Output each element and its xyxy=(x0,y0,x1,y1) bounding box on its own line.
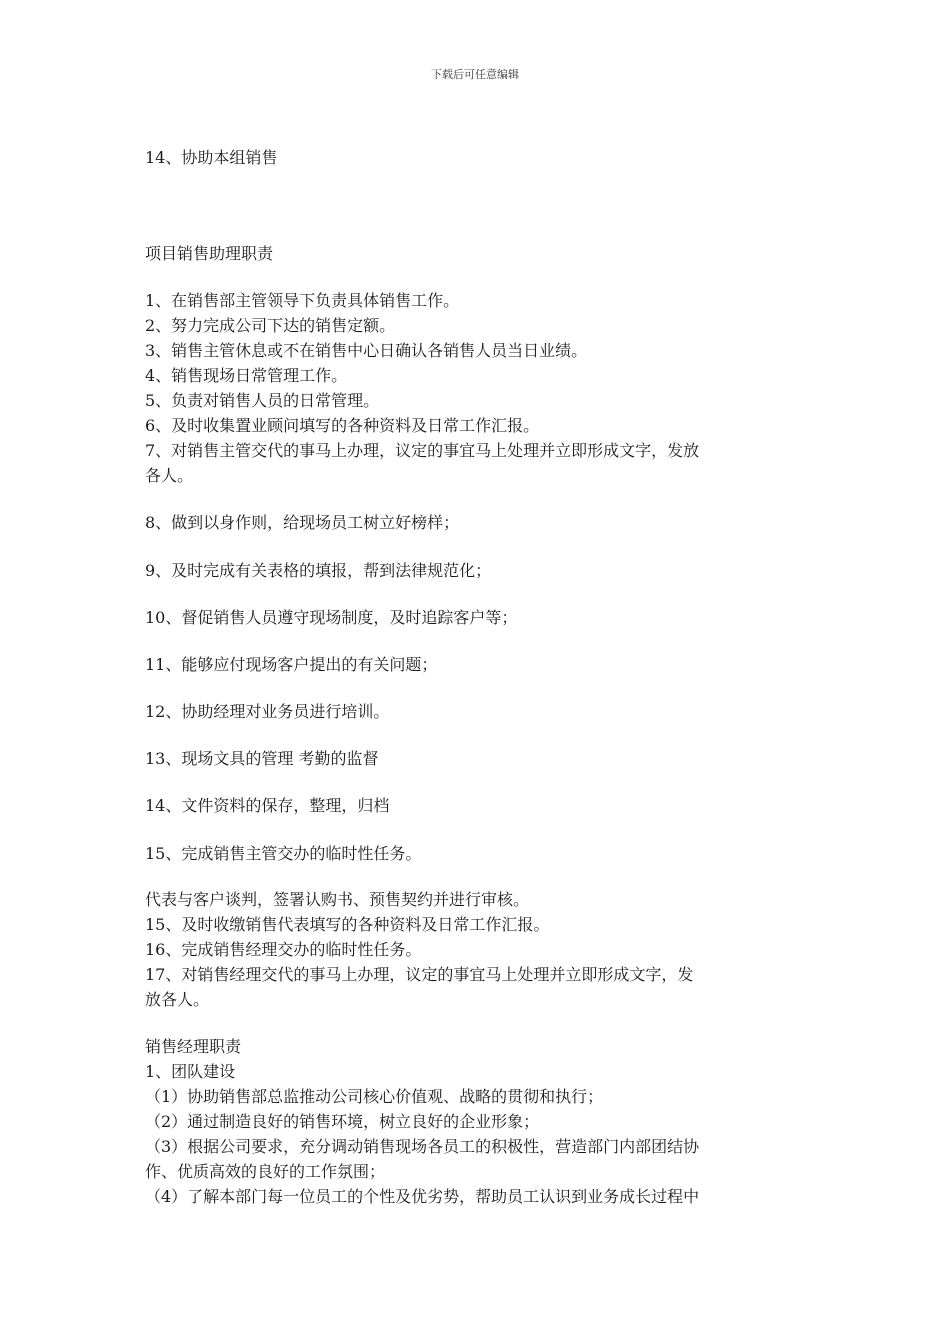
text-line: 16、完成销售经理交办的临时性任务。 xyxy=(145,940,422,959)
text-line: （3）根据公司要求，充分调动销售现场各员工的积极性，营造部门内部团结协 xyxy=(145,1137,700,1156)
text-line: 15、及时收缴销售代表填写的各种资料及日常工作汇报。 xyxy=(145,915,550,934)
text-line: 8、做到以身作则，给现场员工树立好榜样； xyxy=(145,513,460,532)
text-line: 6、及时收集置业顾问填写的各种资料及日常工作汇报。 xyxy=(145,416,540,435)
section-title: 销售经理职责 xyxy=(145,1037,242,1056)
text-line: 7、对销售主管交代的事马上办理，议定的事宜马上处理并立即形成文字，发放 xyxy=(145,441,700,460)
text-line: 12、协助经理对业务员进行培训。 xyxy=(145,702,390,721)
text-line: 1、在销售部主管领导下负责具体销售工作。 xyxy=(145,291,460,310)
text-line: 5、负责对销售人员的日常管理。 xyxy=(145,391,380,410)
text-line: 15、完成销售主管交办的临时性任务。 xyxy=(145,844,422,863)
text-line: 14、协助本组销售 xyxy=(145,148,278,167)
text-line: 3、销售主管休息或不在销售中心日确认各销售人员当日业绩。 xyxy=(145,341,588,360)
section-title: 项目销售助理职责 xyxy=(145,244,274,263)
text-line: 作、优质高效的良好的工作氛围； xyxy=(145,1162,386,1181)
text-line: 2、努力完成公司下达的销售定额。 xyxy=(145,316,396,335)
text-line: （1）协助销售部总监推动公司核心价值观、战略的贯彻和执行； xyxy=(145,1087,604,1106)
text-line: 代表与客户谈判，签署认购书、预售契约并进行审核。 xyxy=(145,890,530,909)
text-line: 9、及时完成有关表格的填报，帮到法律规范化； xyxy=(145,561,492,580)
text-line: 放各人。 xyxy=(145,990,210,1009)
text-line: 17、对销售经理交代的事马上办理，议定的事宜马上处理并立即形成文字，发 xyxy=(145,965,694,984)
text-line: 13、现场文具的管理 考勤的监督 xyxy=(145,749,379,768)
text-line: 11、能够应付现场客户提出的有关问题； xyxy=(145,655,438,674)
text-line: 各人。 xyxy=(145,466,194,485)
text-line: 14、文件资料的保存，整理，归档 xyxy=(145,796,390,815)
text-line: （4）了解本部门每一位员工的个性及优劣势，帮助员工认识到业务成长过程中 xyxy=(145,1187,700,1206)
text-line: 4、销售现场日常管理工作。 xyxy=(145,366,348,385)
text-line: 10、督促销售人员遵守现场制度，及时追踪客户等； xyxy=(145,608,518,627)
text-line: 1、团队建设 xyxy=(145,1062,236,1081)
page-header: 下载后可任意编辑 xyxy=(431,68,519,81)
text-line: （2）通过制造良好的销售环境，树立良好的企业形象； xyxy=(145,1112,540,1131)
